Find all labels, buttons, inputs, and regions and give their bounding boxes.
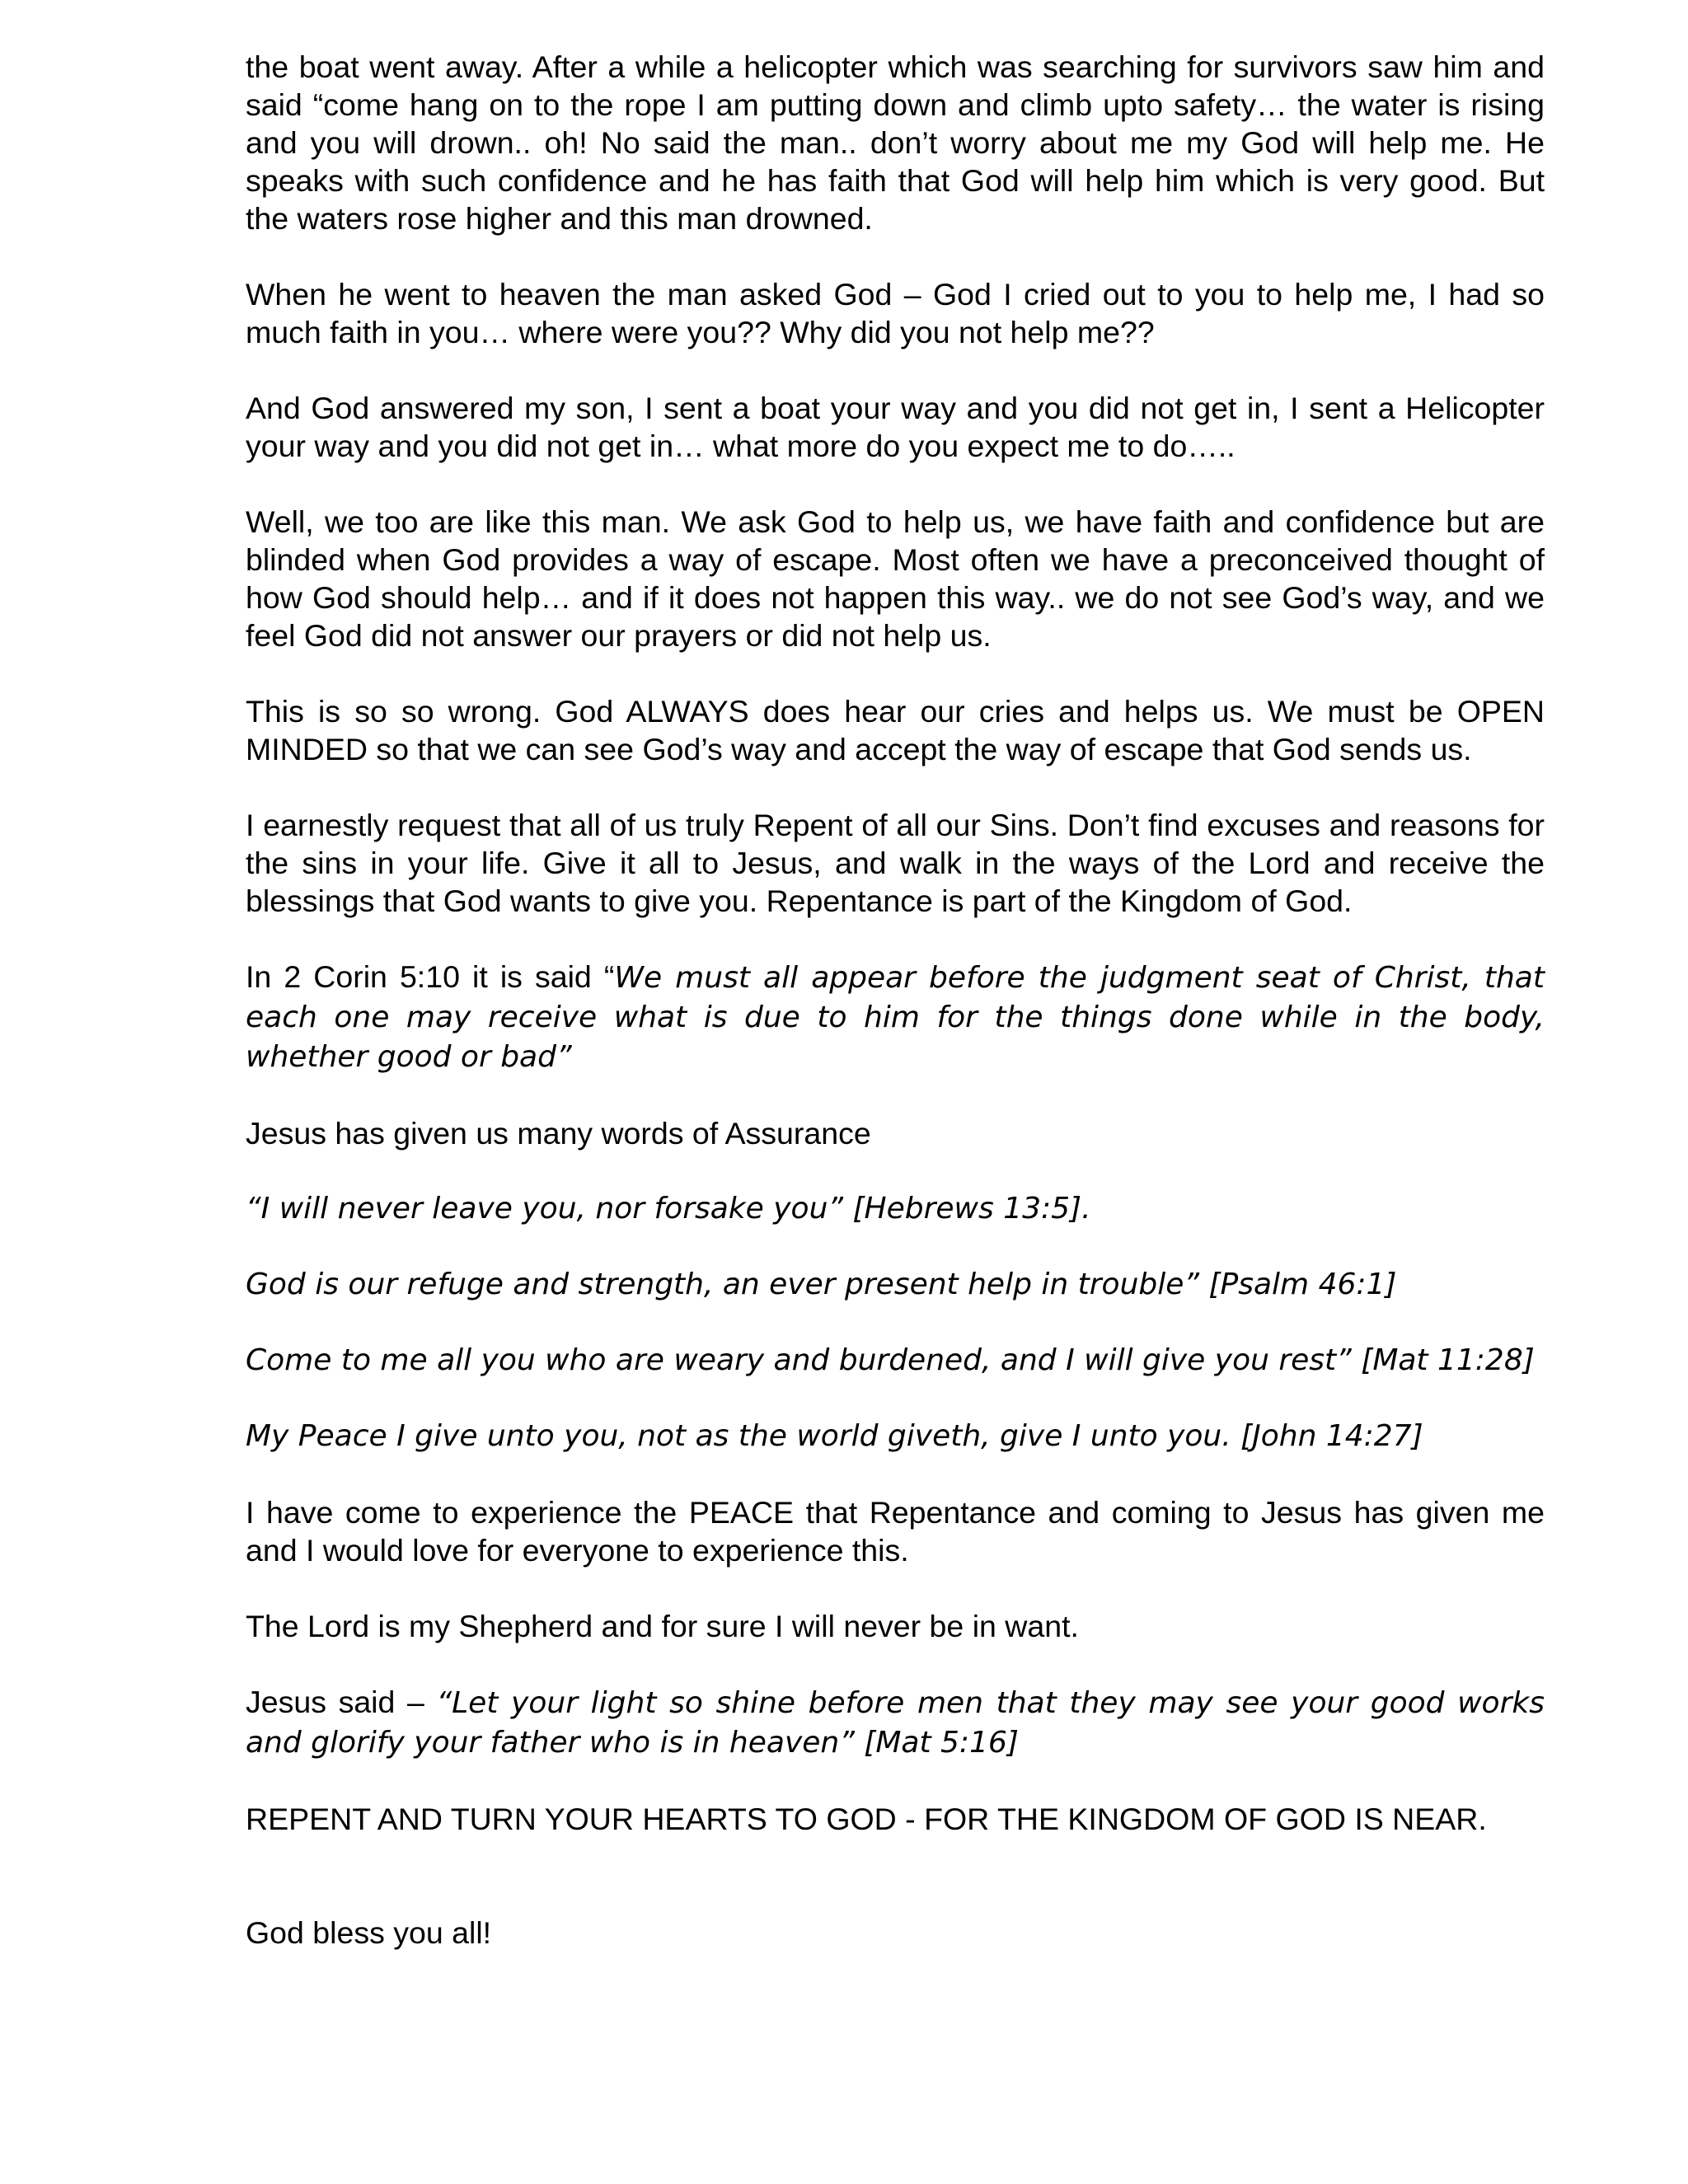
paragraph-jesus-said	[246, 1683, 1545, 1762]
corinthians-lead-text: In 2 Corin 5:10 it is said “	[246, 959, 615, 994]
paragraph-assurance-heading: Jesus has given us many words of Assurance	[246, 1116, 871, 1151]
paragraph-we-are-like-this-man: Well, we too are like this man. We ask God to help us, we have faith and confidence but are blinded when God provides a way of escape. Most often we have a preconceived thought of how God should help… and if it does not happen this way.. we do not see God’s way, and we feel God did not answer our prayers or did not help us.	[246, 504, 1545, 653]
quote-john: My Peace I give unto you, not as the world giveth, give I unto you. [John 14:27]	[246, 1419, 1423, 1453]
jesus-said-lead-text: Jesus said –	[246, 1685, 437, 1719]
document-page	[246, 48, 1545, 1990]
paragraph-repent-call: REPENT AND TURN YOUR HEARTS TO GOD - FOR THE KINGDOM OF GOD IS NEAR.	[246, 1802, 1487, 1836]
paragraph-helicopter-story: the boat went away. After a while a helicopter which was searching for survivors saw him and said “come hang on to the rope I am putting down and climb upto safety… the water is rising and you will drown.. oh! No said the man.. don’t worry about me my God will help me. He speaks with such confidence and he has faith that God will help him which is very good. But the waters rose higher and this man drowned.	[246, 49, 1545, 236]
closing-blessing: God bless you all!	[246, 1915, 492, 1950]
matthew-5-quote: “Let your light so shine before men that they may see your good works and glorify your father who is in heaven” [Mat 5:16]	[246, 1686, 1545, 1760]
paragraph-shepherd: The Lord is my Shepherd and for sure I will never be in want.	[246, 1609, 1079, 1643]
paragraph-repent-request: I earnestly request that all of us truly Repent of all our Sins. Don’t find excuses and reasons for the sins in your life. Give it all to Jesus, and walk in the ways of the Lord and receive the blessings that God wants to give you. Repentance is part of the Kingdom of God.	[246, 808, 1545, 918]
corinthians-quote: We must all appear before the judgment seat of Christ, that each one may receive what is due to him for the things done while in the body, whether good or bad”	[246, 961, 1545, 1074]
paragraph-peace-experience: I have come to experience the PEACE that Repentance and coming to Jesus has given me and I would love for everyone to experience this.	[246, 1495, 1545, 1568]
paragraph-man-asks-god: When he went to heaven the man asked God – God I cried out to you to help me, I had so much faith in you… where were you?? Why did you not help me??	[246, 277, 1545, 349]
quote-psalm: God is our refuge and strength, an ever present help in trouble” [Psalm 46:1]	[246, 1268, 1397, 1301]
quote-matthew-11: Come to me all you who are weary and burdened, and I will give you rest” [Mat 11:28]	[246, 1343, 1535, 1377]
quote-hebrews: “I will never leave you, nor forsake you” [Hebrews 13:5].	[246, 1192, 1091, 1226]
paragraph-god-answers: And God answered my son, I sent a boat your way and you did not get in, I sent a Helicopter your way and you did not get in… what more do you expect me to do…..	[246, 391, 1545, 463]
paragraph-open-minded: This is so so wrong. God ALWAYS does hear our cries and helps us. We must be OPEN MINDED so that we can see God’s way and accept the way of escape that God sends us.	[246, 694, 1545, 766]
paragraph-corinthians	[246, 958, 1545, 1076]
